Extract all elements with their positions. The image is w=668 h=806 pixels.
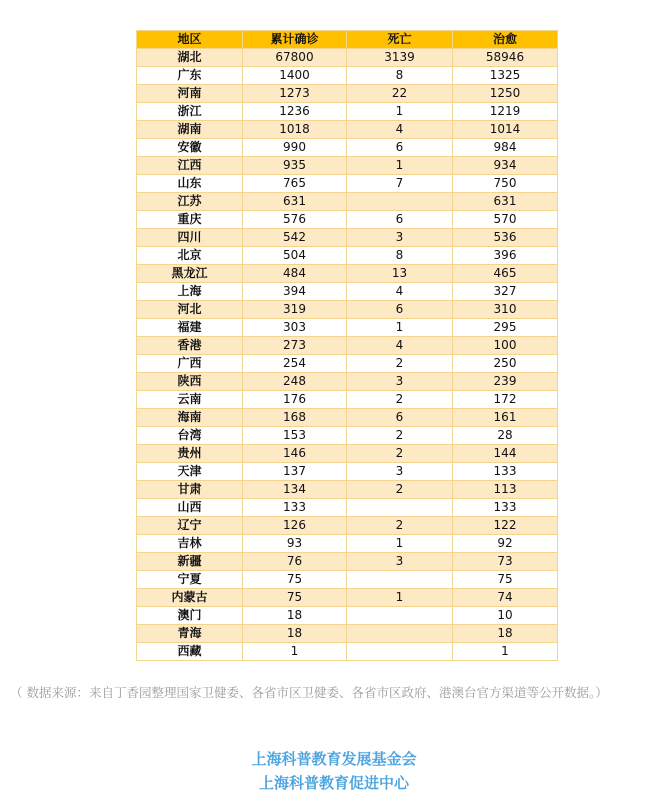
cell-region: 福建: [137, 319, 243, 337]
cell-recovered: 144: [453, 445, 558, 463]
table-row: [137, 373, 558, 391]
table-row: [137, 175, 558, 193]
cell-confirmed: 18: [243, 625, 347, 643]
cell-recovered: 570: [453, 211, 558, 229]
table-row: [137, 139, 558, 157]
cell-region: 宁夏: [137, 571, 243, 589]
cell-recovered: 100: [453, 337, 558, 355]
table-row: [137, 535, 558, 553]
cell-region: 辽宁: [137, 517, 243, 535]
table-row: [137, 283, 558, 301]
table-row: [137, 193, 558, 211]
cell-deaths: [347, 193, 453, 211]
cell-confirmed: 935: [243, 157, 347, 175]
cell-recovered: 984: [453, 139, 558, 157]
cell-deaths: 3: [347, 229, 453, 247]
table-row: [137, 607, 558, 625]
cell-recovered: 295: [453, 319, 558, 337]
cell-recovered: 327: [453, 283, 558, 301]
cell-confirmed: 248: [243, 373, 347, 391]
cell-recovered: 28: [453, 427, 558, 445]
cell-confirmed: 273: [243, 337, 347, 355]
cell-region: 河南: [137, 85, 243, 103]
cell-confirmed: 1: [243, 643, 347, 661]
cell-deaths: 7: [347, 175, 453, 193]
cell-recovered: 18: [453, 625, 558, 643]
cell-recovered: 133: [453, 499, 558, 517]
cell-deaths: 1: [347, 535, 453, 553]
cell-region: 四川: [137, 229, 243, 247]
table-row: [137, 391, 558, 409]
cell-recovered: 73: [453, 553, 558, 571]
cell-deaths: 8: [347, 247, 453, 265]
table-row: [137, 301, 558, 319]
table-row: [137, 121, 558, 139]
table-row: [137, 445, 558, 463]
table-row: [137, 265, 558, 283]
cell-recovered: 74: [453, 589, 558, 607]
cell-confirmed: 153: [243, 427, 347, 445]
cell-deaths: 4: [347, 121, 453, 139]
cell-region: 广西: [137, 355, 243, 373]
cell-region: 湖南: [137, 121, 243, 139]
cell-confirmed: 1018: [243, 121, 347, 139]
table-row: [137, 643, 558, 661]
cell-region: 甘肃: [137, 481, 243, 499]
cell-confirmed: 126: [243, 517, 347, 535]
cell-confirmed: 1400: [243, 67, 347, 85]
cell-confirmed: 319: [243, 301, 347, 319]
cell-region: 上海: [137, 283, 243, 301]
table-row: [137, 589, 558, 607]
cell-recovered: 310: [453, 301, 558, 319]
cell-recovered: 750: [453, 175, 558, 193]
footer-org-line-2: 上海科普教育促进中心: [258, 774, 409, 792]
cell-recovered: 1: [453, 643, 558, 661]
cell-region: 山东: [137, 175, 243, 193]
cell-confirmed: 75: [243, 571, 347, 589]
cell-region: 浙江: [137, 103, 243, 121]
cell-deaths: 2: [347, 517, 453, 535]
cell-recovered: 122: [453, 517, 558, 535]
cell-deaths: 2: [347, 481, 453, 499]
cell-region: 湖北: [137, 49, 243, 67]
table-row: [137, 229, 558, 247]
table-row: [137, 625, 558, 643]
cell-deaths: 4: [347, 337, 453, 355]
header-deaths: 死亡: [347, 31, 453, 49]
cell-region: 江西: [137, 157, 243, 175]
cell-confirmed: 67800: [243, 49, 347, 67]
cell-region: 山西: [137, 499, 243, 517]
cell-confirmed: 303: [243, 319, 347, 337]
cell-region: 吉林: [137, 535, 243, 553]
cell-deaths: 13: [347, 265, 453, 283]
table-row: [137, 481, 558, 499]
cell-deaths: 6: [347, 139, 453, 157]
cell-confirmed: 576: [243, 211, 347, 229]
cell-region: 海南: [137, 409, 243, 427]
cell-deaths: 22: [347, 85, 453, 103]
table-row: [137, 157, 558, 175]
cell-deaths: [347, 607, 453, 625]
source-note: （ 数据来源：来自丁香园整理国家卫健委、各省市区卫健委、各省市区政府、港澳台官方渠道等公开数据。）: [10, 685, 608, 700]
cell-region: 天津: [137, 463, 243, 481]
table-row: [137, 67, 558, 85]
table-row: [137, 103, 558, 121]
cell-deaths: [347, 625, 453, 643]
cell-deaths: 4: [347, 283, 453, 301]
table-row: [137, 553, 558, 571]
cell-confirmed: 75: [243, 589, 347, 607]
cell-deaths: 3: [347, 463, 453, 481]
covid-stats-table: [136, 30, 558, 661]
cell-confirmed: 990: [243, 139, 347, 157]
cell-region: 澳门: [137, 607, 243, 625]
cell-region: 西藏: [137, 643, 243, 661]
cell-deaths: 1: [347, 103, 453, 121]
cell-recovered: 536: [453, 229, 558, 247]
cell-confirmed: 254: [243, 355, 347, 373]
table-row: [137, 85, 558, 103]
table-row: [137, 427, 558, 445]
cell-deaths: 3: [347, 373, 453, 391]
cell-recovered: 396: [453, 247, 558, 265]
header-confirmed: 累计确诊: [243, 31, 347, 49]
cell-deaths: 1: [347, 589, 453, 607]
cell-recovered: 250: [453, 355, 558, 373]
cell-region: 云南: [137, 391, 243, 409]
cell-region: 广东: [137, 67, 243, 85]
table-row: [137, 463, 558, 481]
cell-confirmed: 394: [243, 283, 347, 301]
cell-region: 香港: [137, 337, 243, 355]
cell-recovered: 239: [453, 373, 558, 391]
cell-deaths: 2: [347, 445, 453, 463]
cell-region: 陕西: [137, 373, 243, 391]
cell-region: 安徽: [137, 139, 243, 157]
cell-confirmed: 765: [243, 175, 347, 193]
cell-deaths: [347, 571, 453, 589]
cell-confirmed: 146: [243, 445, 347, 463]
cell-deaths: 6: [347, 211, 453, 229]
header-region: 地区: [137, 31, 243, 49]
cell-deaths: 1: [347, 157, 453, 175]
table-row: [137, 337, 558, 355]
cell-recovered: 10: [453, 607, 558, 625]
table-row: [137, 355, 558, 373]
cell-recovered: 934: [453, 157, 558, 175]
table-row: [137, 247, 558, 265]
cell-confirmed: 93: [243, 535, 347, 553]
table-row: [137, 409, 558, 427]
cell-region: 北京: [137, 247, 243, 265]
cell-confirmed: 631: [243, 193, 347, 211]
cell-region: 江苏: [137, 193, 243, 211]
header-recovered: 治愈: [453, 31, 558, 49]
cell-region: 河北: [137, 301, 243, 319]
cell-deaths: 1: [347, 319, 453, 337]
cell-deaths: [347, 643, 453, 661]
cell-confirmed: 76: [243, 553, 347, 571]
cell-recovered: 113: [453, 481, 558, 499]
cell-confirmed: 542: [243, 229, 347, 247]
cell-recovered: 58946: [453, 49, 558, 67]
cell-region: 内蒙古: [137, 589, 243, 607]
cell-confirmed: 137: [243, 463, 347, 481]
cell-deaths: 2: [347, 427, 453, 445]
table-row: [137, 517, 558, 535]
cell-recovered: 172: [453, 391, 558, 409]
table-body: [137, 49, 558, 661]
table-row: [137, 499, 558, 517]
cell-region: 新疆: [137, 553, 243, 571]
cell-deaths: [347, 499, 453, 517]
cell-confirmed: 18: [243, 607, 347, 625]
cell-recovered: 161: [453, 409, 558, 427]
cell-deaths: 8: [347, 67, 453, 85]
cell-deaths: 3: [347, 553, 453, 571]
cell-recovered: 92: [453, 535, 558, 553]
cell-recovered: 631: [453, 193, 558, 211]
cell-confirmed: 176: [243, 391, 347, 409]
cell-recovered: 1250: [453, 85, 558, 103]
cell-recovered: 75: [453, 571, 558, 589]
cell-recovered: 1014: [453, 121, 558, 139]
cell-confirmed: 1273: [243, 85, 347, 103]
cell-region: 青海: [137, 625, 243, 643]
cell-recovered: 1325: [453, 67, 558, 85]
table-row: [137, 211, 558, 229]
cell-confirmed: 504: [243, 247, 347, 265]
cell-recovered: 133: [453, 463, 558, 481]
cell-region: 贵州: [137, 445, 243, 463]
cell-deaths: 2: [347, 355, 453, 373]
cell-region: 黑龙江: [137, 265, 243, 283]
cell-region: 重庆: [137, 211, 243, 229]
table-row: [137, 571, 558, 589]
cell-deaths: 3139: [347, 49, 453, 67]
cell-deaths: 2: [347, 391, 453, 409]
table-row: [137, 49, 558, 67]
cell-confirmed: 484: [243, 265, 347, 283]
cell-region: 台湾: [137, 427, 243, 445]
cell-confirmed: 1236: [243, 103, 347, 121]
cell-recovered: 1219: [453, 103, 558, 121]
table-row: [137, 319, 558, 337]
cell-deaths: 6: [347, 409, 453, 427]
table-header-row: [137, 31, 558, 49]
cell-confirmed: 168: [243, 409, 347, 427]
cell-confirmed: 133: [243, 499, 347, 517]
cell-confirmed: 134: [243, 481, 347, 499]
cell-recovered: 465: [453, 265, 558, 283]
footer-org-line-1: 上海科普教育发展基金会: [251, 750, 417, 768]
cell-deaths: 6: [347, 301, 453, 319]
